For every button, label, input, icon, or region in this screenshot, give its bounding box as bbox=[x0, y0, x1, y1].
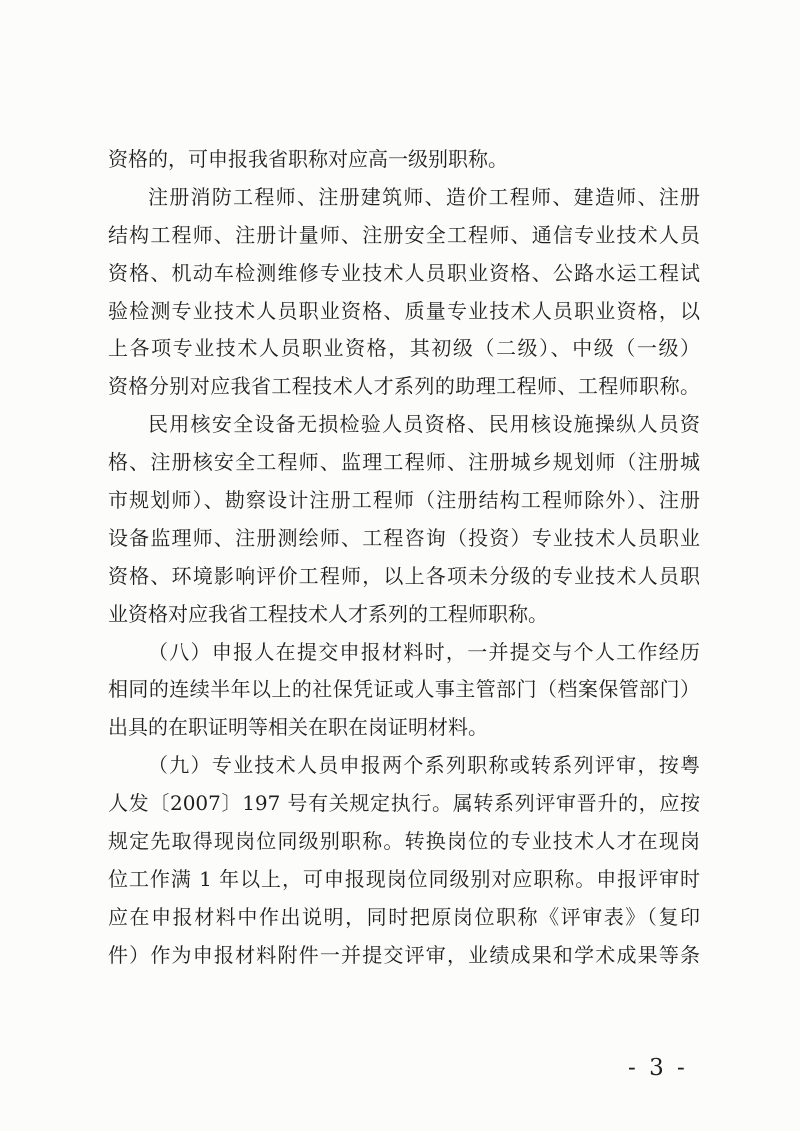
text-line: 格、注册核安全工程师、监理工程师、注册城乡规划师（注册城 bbox=[108, 450, 700, 475]
text-line: 位工作满 1 年以上，可申报现岗位同级别对应职称。申报评审时 bbox=[108, 866, 700, 891]
text-line: 资格的，可申报我省职称对应高一级别职称。 bbox=[108, 147, 508, 171]
text-line: 件）作为申报材料附件一并提交评审，业绩成果和学术成果等条 bbox=[108, 942, 700, 967]
text-line: 结构工程师、注册计量师、注册安全工程师、通信专业技术人员 bbox=[108, 222, 700, 247]
text-line: 设备监理师、注册测绘师、工程咨询（投资）专业技术人员职业 bbox=[108, 525, 700, 550]
text-line: （八）申报人在提交申报材料时，一并提交与个人工作经历 bbox=[148, 639, 700, 664]
text-line: （九）专业技术人员申报两个系列职称或转系列评审，按粤 bbox=[148, 753, 700, 778]
text-line: 出具的在职证明等相关在职在岗证明材料。 bbox=[108, 715, 488, 740]
text-line: 资格、环境影响评价工程师，以上各项未分级的专业技术人员职 bbox=[108, 563, 700, 588]
paragraph-continuation bbox=[108, 141, 700, 179]
text-line: 民用核安全设备无损检验人员资格、民用核设施操纵人员资 bbox=[148, 412, 700, 437]
paragraph-unclassified-qualifications bbox=[108, 406, 700, 633]
text-line: 验检测专业技术人员职业资格、质量专业技术人员职业资格，以 bbox=[108, 298, 700, 323]
text-line: 规定先取得现岗位同级别职称。转换岗位的专业技术人才在现岗 bbox=[108, 829, 700, 854]
text-line: 上各项专业技术人员职业资格，其初级（二级）、中级（一级） bbox=[108, 336, 700, 361]
paragraph-engineering-qualifications bbox=[108, 179, 700, 406]
text-line: 应在申报材料中作出说明，同时把原岗位职称《评审表》（复印 bbox=[108, 904, 700, 929]
page-number: - 3 - bbox=[628, 1055, 688, 1081]
text-line: 人发〔2007〕197 号有关规定执行。属转系列评审晋升的，应按 bbox=[108, 791, 700, 816]
text-line: 业资格对应我省工程技术人才系列的工程师职称。 bbox=[108, 601, 548, 626]
text-line: 注册消防工程师、注册建筑师、造价工程师、建造师、注册 bbox=[148, 184, 700, 209]
text-line: 相同的连续半年以上的社保凭证或人事主管部门（档案保管部门） bbox=[108, 677, 700, 702]
text-line: 市规划师）、勘察设计注册工程师（注册结构工程师除外）、注册 bbox=[108, 488, 700, 513]
paragraph-item-9 bbox=[108, 747, 700, 974]
paragraph-item-8 bbox=[108, 634, 700, 748]
text-line: 资格、机动车检测维修专业技术人员职业资格、公路水运工程试 bbox=[108, 260, 700, 285]
text-line: 资格分别对应我省工程技术人才系列的助理工程师、工程师职称。 bbox=[108, 374, 700, 399]
document-body bbox=[108, 141, 700, 975]
